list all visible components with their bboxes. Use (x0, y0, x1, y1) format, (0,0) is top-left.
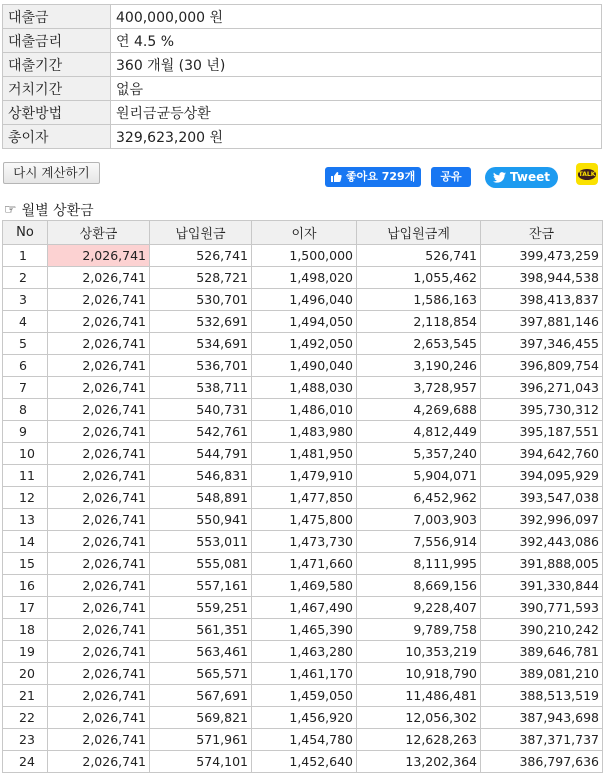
table-cell: 2,026,741 (48, 289, 150, 311)
table-cell: 1,486,010 (252, 399, 357, 421)
table-cell: 1,475,800 (252, 509, 357, 531)
table-cell: 9 (3, 421, 48, 443)
table-cell: 542,761 (150, 421, 252, 443)
table-cell: 1,454,780 (252, 729, 357, 751)
table-row (3, 311, 603, 333)
table-cell: 24 (3, 751, 48, 773)
table-cell: 21 (3, 685, 48, 707)
kakaotalk-icon: TALK (578, 170, 596, 178)
table-cell: 540,731 (150, 399, 252, 421)
table-cell: 557,161 (150, 575, 252, 597)
table-cell: 2,026,741 (48, 597, 150, 619)
table-cell: 16 (3, 575, 48, 597)
table-cell: 1,494,050 (252, 311, 357, 333)
table-row (3, 267, 603, 289)
table-cell: 569,821 (150, 707, 252, 729)
table-cell: 1,463,280 (252, 641, 357, 663)
table-cell: 397,881,146 (481, 311, 603, 333)
table-row (3, 707, 603, 729)
table-cell: 20 (3, 663, 48, 685)
table-cell: 11 (3, 465, 48, 487)
table-cell: 571,961 (150, 729, 252, 751)
table-cell: 2,026,741 (48, 663, 150, 685)
table-cell: 8,111,995 (357, 553, 481, 575)
table-cell: 18 (3, 619, 48, 641)
table-row (3, 729, 603, 751)
table-cell: 553,011 (150, 531, 252, 553)
table-cell: 391,330,844 (481, 575, 603, 597)
table-cell: 5 (3, 333, 48, 355)
column-header: 잔금 (481, 221, 603, 245)
table-cell: 392,443,086 (481, 531, 603, 553)
table-cell: 15 (3, 553, 48, 575)
table-cell: 555,081 (150, 553, 252, 575)
table-cell: 1,461,170 (252, 663, 357, 685)
table-cell: 4,812,449 (357, 421, 481, 443)
table-cell: 1,055,462 (357, 267, 481, 289)
table-row (3, 399, 603, 421)
table-cell: 8 (3, 399, 48, 421)
kakaotalk-share-button[interactable] (576, 163, 598, 185)
table-cell: 2,026,741 (48, 311, 150, 333)
table-row (3, 333, 603, 355)
tweet-label: Tweet (510, 170, 550, 184)
table-row (3, 619, 603, 641)
table-cell: 1,473,730 (252, 531, 357, 553)
table-cell: 548,891 (150, 487, 252, 509)
table-cell: 2,026,741 (48, 509, 150, 531)
table-cell: 1,481,950 (252, 443, 357, 465)
table-cell: 395,730,312 (481, 399, 603, 421)
table-cell: 3,190,246 (357, 355, 481, 377)
table-cell: 389,081,210 (481, 663, 603, 685)
table-cell: 12 (3, 487, 48, 509)
summary-label: 거치기간 (3, 77, 111, 101)
table-cell: 526,741 (150, 245, 252, 267)
table-cell: 2,026,741 (48, 377, 150, 399)
monthly-repayment-heading (4, 200, 94, 220)
table-cell: 2,026,741 (48, 553, 150, 575)
summary-label: 대출금 (3, 5, 111, 29)
summary-label: 상환방법 (3, 101, 111, 125)
table-row (3, 685, 603, 707)
summary-value: 없음 (111, 77, 602, 101)
table-cell: 390,210,242 (481, 619, 603, 641)
table-cell: 1,500,000 (252, 245, 357, 267)
table-cell: 561,351 (150, 619, 252, 641)
table-row (3, 443, 603, 465)
table-cell: 387,943,698 (481, 707, 603, 729)
table-cell: 11,486,481 (357, 685, 481, 707)
table-cell: 563,461 (150, 641, 252, 663)
table-cell: 10,918,790 (357, 663, 481, 685)
table-cell: 2,026,741 (48, 487, 150, 509)
facebook-share-button[interactable]: 공유 (431, 167, 471, 187)
table-cell: 2,026,741 (48, 685, 150, 707)
table-cell: 1 (3, 245, 48, 267)
table-row (3, 509, 603, 531)
table-cell: 534,691 (150, 333, 252, 355)
twitter-bird-icon (493, 172, 506, 183)
table-cell: 550,941 (150, 509, 252, 531)
column-header: 납입원금계 (357, 221, 481, 245)
table-cell: 390,771,593 (481, 597, 603, 619)
table-cell: 565,571 (150, 663, 252, 685)
thumbs-up-icon (330, 171, 342, 183)
summary-label: 대출기간 (3, 53, 111, 77)
table-cell: 526,741 (357, 245, 481, 267)
summary-row (3, 125, 602, 149)
table-cell: 5,904,071 (357, 465, 481, 487)
table-cell: 10 (3, 443, 48, 465)
table-cell: 538,711 (150, 377, 252, 399)
table-cell: 12,056,302 (357, 707, 481, 729)
table-cell: 2,026,741 (48, 751, 150, 773)
monthly-schedule-table (2, 220, 603, 773)
summary-row (3, 53, 602, 77)
column-header: No (3, 221, 48, 245)
table-cell: 1,488,030 (252, 377, 357, 399)
table-row (3, 245, 603, 267)
table-cell: 13,202,364 (357, 751, 481, 773)
table-cell: 4 (3, 311, 48, 333)
table-cell: 2,026,741 (48, 267, 150, 289)
pointing-hand-icon: ☞ (4, 202, 17, 218)
table-cell: 396,809,754 (481, 355, 603, 377)
table-cell: 393,547,038 (481, 487, 603, 509)
table-row (3, 751, 603, 773)
table-row (3, 531, 603, 553)
column-header: 납입원금 (150, 221, 252, 245)
table-cell: 6,452,962 (357, 487, 481, 509)
table-cell: 1,456,920 (252, 707, 357, 729)
summary-label: 총이자 (3, 125, 111, 149)
table-cell: 7,003,903 (357, 509, 481, 531)
loan-summary-table (2, 4, 602, 149)
table-cell: 10,353,219 (357, 641, 481, 663)
table-cell: 1,452,640 (252, 751, 357, 773)
table-cell: 398,944,538 (481, 267, 603, 289)
table-cell: 559,251 (150, 597, 252, 619)
table-cell: 1,469,580 (252, 575, 357, 597)
table-cell: 397,346,455 (481, 333, 603, 355)
like-label: 좋아요 729개 (346, 170, 416, 183)
table-row (3, 421, 603, 443)
table-row (3, 289, 603, 311)
table-cell: 9,789,758 (357, 619, 481, 641)
table-cell: 4,269,688 (357, 399, 481, 421)
table-cell: 391,888,005 (481, 553, 603, 575)
table-cell: 1,467,490 (252, 597, 357, 619)
table-cell: 1,477,850 (252, 487, 357, 509)
table-cell: 1,483,980 (252, 421, 357, 443)
table-cell: 2,026,741 (48, 333, 150, 355)
table-row (3, 575, 603, 597)
table-cell: 2,026,741 (48, 355, 150, 377)
summary-row (3, 29, 602, 53)
summary-value: 원리금균등상환 (111, 101, 602, 125)
table-row (3, 641, 603, 663)
table-cell: 2,026,741 (48, 729, 150, 751)
table-cell: 386,797,636 (481, 751, 603, 773)
table-cell: 1,492,050 (252, 333, 357, 355)
table-cell: 528,721 (150, 267, 252, 289)
table-cell: 9,228,407 (357, 597, 481, 619)
table-cell: 2,026,741 (48, 575, 150, 597)
tweet-button[interactable] (485, 167, 558, 188)
table-cell: 1,459,050 (252, 685, 357, 707)
table-cell: 532,691 (150, 311, 252, 333)
table-cell: 1,496,040 (252, 289, 357, 311)
table-cell: 389,646,781 (481, 641, 603, 663)
table-cell: 17 (3, 597, 48, 619)
table-cell: 2,026,741 (48, 399, 150, 421)
table-cell: 536,701 (150, 355, 252, 377)
table-cell: 2,026,741 (48, 707, 150, 729)
summary-value: 연 4.5 % (111, 29, 602, 53)
table-row (3, 377, 603, 399)
table-cell: 2,026,741 (48, 641, 150, 663)
table-cell: 2,653,545 (357, 333, 481, 355)
table-cell: 1,471,660 (252, 553, 357, 575)
summary-row (3, 101, 602, 125)
table-cell: 574,101 (150, 751, 252, 773)
table-cell: 2,026,741 (48, 619, 150, 641)
facebook-like-button[interactable] (325, 167, 421, 187)
column-header: 상환금 (48, 221, 150, 245)
table-cell: 13 (3, 509, 48, 531)
table-row (3, 487, 603, 509)
table-cell: 396,271,043 (481, 377, 603, 399)
column-header: 이자 (252, 221, 357, 245)
table-cell: 1,490,040 (252, 355, 357, 377)
table-cell: 530,701 (150, 289, 252, 311)
recalculate-button[interactable]: 다시 계산하기 (3, 162, 100, 184)
summary-label: 대출금리 (3, 29, 111, 53)
table-cell: 567,691 (150, 685, 252, 707)
table-cell: 1,498,020 (252, 267, 357, 289)
table-cell: 2,026,741 (48, 531, 150, 553)
table-cell: 2,026,741 (48, 421, 150, 443)
table-cell: 2,118,854 (357, 311, 481, 333)
table-cell: 14 (3, 531, 48, 553)
table-cell: 544,791 (150, 443, 252, 465)
summary-row (3, 77, 602, 101)
table-row (3, 597, 603, 619)
table-cell: 5,357,240 (357, 443, 481, 465)
summary-value: 329,623,200 원 (111, 125, 602, 149)
table-cell: 6 (3, 355, 48, 377)
table-cell: 2,026,741 (48, 245, 150, 267)
table-cell: 395,187,551 (481, 421, 603, 443)
table-cell: 1,479,910 (252, 465, 357, 487)
table-cell: 398,413,837 (481, 289, 603, 311)
table-cell: 12,628,263 (357, 729, 481, 751)
table-cell: 3,728,957 (357, 377, 481, 399)
section-title: 월별 상환금 (21, 203, 94, 219)
table-cell: 7 (3, 377, 48, 399)
table-cell: 3 (3, 289, 48, 311)
table-cell: 1,465,390 (252, 619, 357, 641)
table-cell: 387,371,737 (481, 729, 603, 751)
table-cell: 2,026,741 (48, 465, 150, 487)
table-cell: 399,473,259 (481, 245, 603, 267)
table-cell: 1,586,163 (357, 289, 481, 311)
table-cell: 23 (3, 729, 48, 751)
table-cell: 8,669,156 (357, 575, 481, 597)
table-row (3, 355, 603, 377)
table-cell: 7,556,914 (357, 531, 481, 553)
summary-value: 400,000,000 원 (111, 5, 602, 29)
table-cell: 394,642,760 (481, 443, 603, 465)
table-row (3, 663, 603, 685)
summary-value: 360 개월 (30 년) (111, 53, 602, 77)
summary-row (3, 5, 602, 29)
table-row (3, 553, 603, 575)
table-row (3, 465, 603, 487)
table-cell: 546,831 (150, 465, 252, 487)
table-cell: 392,996,097 (481, 509, 603, 531)
table-cell: 2,026,741 (48, 443, 150, 465)
table-cell: 19 (3, 641, 48, 663)
table-cell: 394,095,929 (481, 465, 603, 487)
table-cell: 2 (3, 267, 48, 289)
table-cell: 388,513,519 (481, 685, 603, 707)
table-cell: 22 (3, 707, 48, 729)
